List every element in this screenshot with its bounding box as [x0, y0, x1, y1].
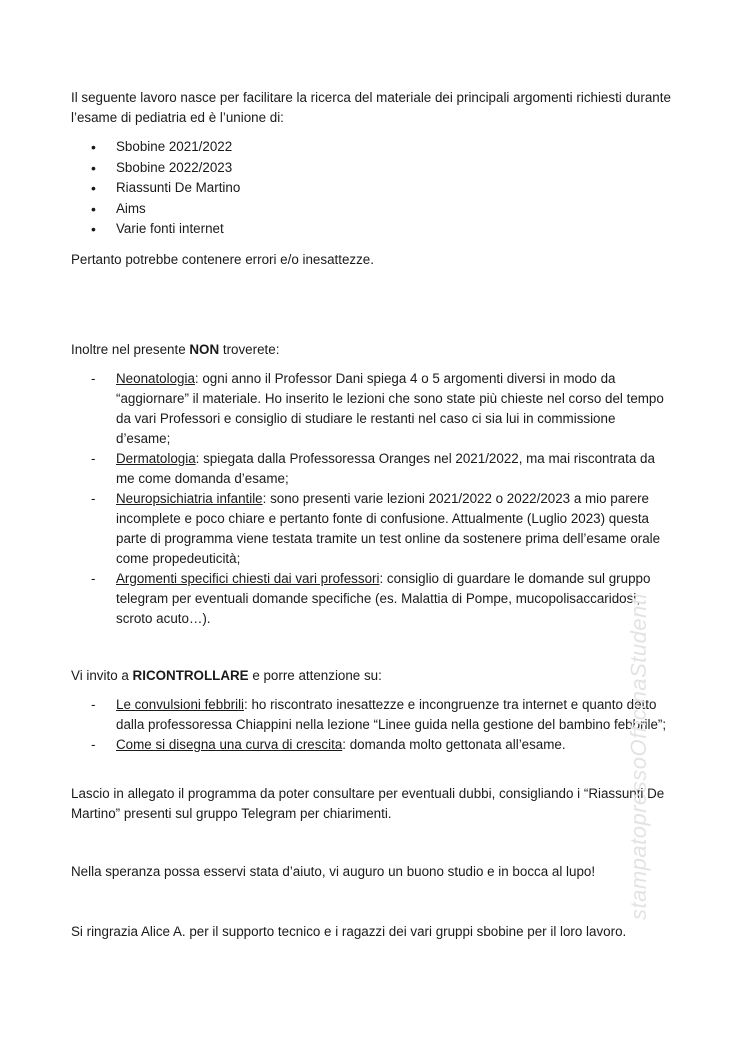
thanks-paragraph: Si ringrazia Alice A. per il supporto tecnico e i ragazzi dei vari gruppi sbobine per il loro lavoro. [71, 924, 627, 939]
source-item: • Varie fonti internet [71, 219, 240, 240]
excluded-item-title: Dermatologia [116, 451, 196, 466]
recheck-lead-before: Vi invito a [71, 668, 133, 683]
source-item: • Aims [71, 199, 240, 220]
excluded-lead-bold: NON [189, 342, 220, 357]
source-item: • Sbobine 2021/2022 [71, 137, 240, 158]
excluded-item-text: : ogni anno il Professor Dani spiega 4 o 5 argomenti diversi in modo da “aggiornare” il materiale. Ho inserito le lezioni che sono state più chieste nel corso del tempo da vari Professori e consiglio di studiare le restanti nel caso ci sia lui in commissione d’esame; [116, 371, 664, 446]
excluded-item [71, 569, 671, 629]
source-item: • Sbobine 2022/2023 [71, 158, 240, 179]
dash-marker: - [91, 451, 96, 466]
excluded-lead-after: troverete: [219, 342, 280, 357]
excluded-item-text: : consiglio di guardare le domande sul gruppo telegram per eventuali domande specifiche (es. Malattia di Pompe, mucopolisaccaridosi, scroto acuto…). [116, 571, 651, 626]
recheck-list [71, 695, 671, 755]
recheck-item [71, 695, 671, 735]
source-item: • Riassunti De Martino [71, 178, 240, 199]
recheck-item-title: Come si disegna una curva di crescita [116, 737, 343, 752]
intro-paragraph: Il seguente lavoro nasce per facilitare la ricerca del materiale dei principali argomenti richiesti durante l’esame di pediatria ed è l’unione di: [71, 90, 671, 125]
recheck-item-text: : ho riscontrato inesattezze e incongruenze tra internet e quanto detto dalla professoressa Chiappini nella lezione “Linee guida nella gestione del bambino febbrile”; [116, 697, 667, 732]
recheck-item-text: : domanda molto gettonata all’esame. [342, 737, 566, 752]
recheck-lead [71, 666, 671, 686]
excluded-item-title: Neonatologia [116, 371, 195, 386]
attachment-paragraph: Lascio in allegato il programma da poter consultare per eventuali dubbi, consigliando i “Riassunti De Martino” presenti sul gruppo Telegram per chiarimenti. [71, 786, 665, 821]
excluded-item [71, 489, 671, 569]
excluded-item [71, 449, 671, 489]
dash-marker: - [91, 697, 96, 712]
watermark: stampatopressoOfficinaStudenti [626, 593, 651, 920]
excluded-item [71, 369, 671, 449]
dash-marker: - [91, 571, 96, 586]
excluded-item-text: : spiegata dalla Professoressa Oranges nel 2021/2022, ma mai riscontrata da me come domanda d’esame; [116, 451, 655, 486]
excluded-item-title: Neuropsichiatria infantile [116, 491, 263, 506]
recheck-item [71, 735, 671, 755]
dash-marker: - [91, 737, 96, 752]
excluded-item-text: : sono presenti varie lezioni 2021/2022 o 2022/2023 a mio parere incomplete e poco chiare e pertanto fonte di confusione. Attualmente (Luglio 2023) questa parte di programma viene testata tramite un test online da sostenere prima dell’esame orale come propedeuticità; [116, 491, 661, 566]
sources-list [71, 137, 240, 240]
recheck-lead-bold: RICONTROLLARE [132, 668, 249, 683]
dash-marker: - [91, 491, 96, 506]
excluded-list [71, 369, 671, 629]
wishes-paragraph: Nella speranza possa esservi stata d’aiuto, vi auguro un buono studio e in bocca al lupo! [71, 864, 596, 879]
excluded-lead-before: Inoltre nel presente [71, 342, 190, 357]
dash-marker: - [91, 371, 96, 386]
recheck-lead-after: e porre attenzione su: [248, 668, 382, 683]
excluded-item-title: Argomenti specifici chiesti dai vari professori [116, 571, 380, 586]
recheck-item-title: Le convulsioni febbrili [116, 697, 245, 712]
disclaimer-paragraph: Pertanto potrebbe contenere errori e/o inesattezze. [71, 252, 374, 267]
excluded-lead [71, 340, 671, 360]
